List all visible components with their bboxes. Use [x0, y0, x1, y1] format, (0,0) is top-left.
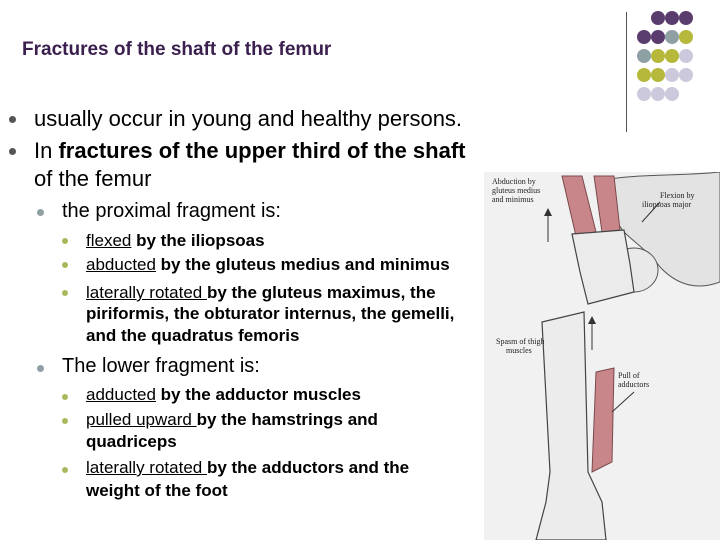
decorative-dot [665, 49, 679, 63]
bullet-dot [9, 148, 16, 155]
bullet-dot [62, 418, 68, 424]
decorative-dot [637, 68, 651, 82]
bullet-dot [37, 209, 44, 216]
bullet-dot [37, 365, 44, 372]
label-pull: Pull of [618, 371, 640, 380]
bullet-dot [62, 394, 68, 400]
detail-text-continued: piriformis, the obturator internus, the gemelli, [86, 304, 455, 323]
detail-text: flexed by the iliopsoas [86, 231, 265, 250]
bullet-dot [62, 290, 68, 296]
detail-text: laterally rotated by the adductors and the [86, 458, 410, 477]
label-abduction: Abduction by [492, 177, 536, 186]
svg-text:and minimus: and minimus [492, 195, 534, 204]
decorative-dot [679, 68, 693, 82]
decorative-dot [637, 30, 651, 44]
decorative-dot [651, 87, 665, 101]
detail-text: pulled upward by the hamstrings and [86, 410, 378, 429]
label-flexion: Flexion by [660, 191, 695, 200]
svg-text:iliopsoas major: iliopsoas major [642, 200, 692, 209]
svg-text:muscles: muscles [506, 346, 532, 355]
bullet-text: In fractures of the upper third of the shaft [34, 138, 466, 163]
decorative-dot [651, 68, 665, 82]
detail-text: laterally rotated by the gluteus maximus, the [86, 283, 436, 302]
decorative-dot [637, 87, 651, 101]
decorative-dot [651, 30, 665, 44]
decorative-dot [665, 68, 679, 82]
bullet-dot [9, 116, 16, 123]
bullet-dot [62, 262, 68, 268]
slide-title: Fractures of the shaft of the femur [22, 39, 332, 60]
detail-text-continued: quadriceps [86, 432, 177, 451]
svg-text:gluteus medius: gluteus medius [492, 186, 541, 195]
decorative-dot [665, 87, 679, 101]
sub-bullet-text: the proximal fragment is: [62, 200, 281, 222]
decorative-dot [651, 49, 665, 63]
svg-text:adductors: adductors [618, 380, 650, 389]
bullet-dot [62, 467, 68, 473]
bullet-dot [62, 238, 68, 244]
decorative-dot [679, 11, 693, 25]
divider-line [626, 12, 627, 132]
detail-text: adducted by the adductor muscles [86, 385, 361, 404]
label-spasm: Spasm of thigh [496, 337, 545, 346]
decorative-dot [651, 11, 665, 25]
decorative-dot [679, 49, 693, 63]
detail-text-continued: and the quadratus femoris [86, 326, 300, 345]
decorative-dot [665, 30, 679, 44]
bullet-text: usually occur in young and healthy persons. [34, 106, 463, 131]
bullet-text-continued: of the femur [34, 166, 152, 191]
detail-text: abducted by the gluteus medius and minimus [86, 255, 450, 274]
sub-bullet-text: The lower fragment is: [62, 355, 260, 377]
decorative-dot [637, 49, 651, 63]
decorative-dot [665, 11, 679, 25]
femur-fracture-illustration [484, 172, 720, 540]
detail-text-continued: weight of the foot [86, 481, 228, 500]
decorative-dot [679, 30, 693, 44]
muscle-adductor [592, 368, 614, 472]
